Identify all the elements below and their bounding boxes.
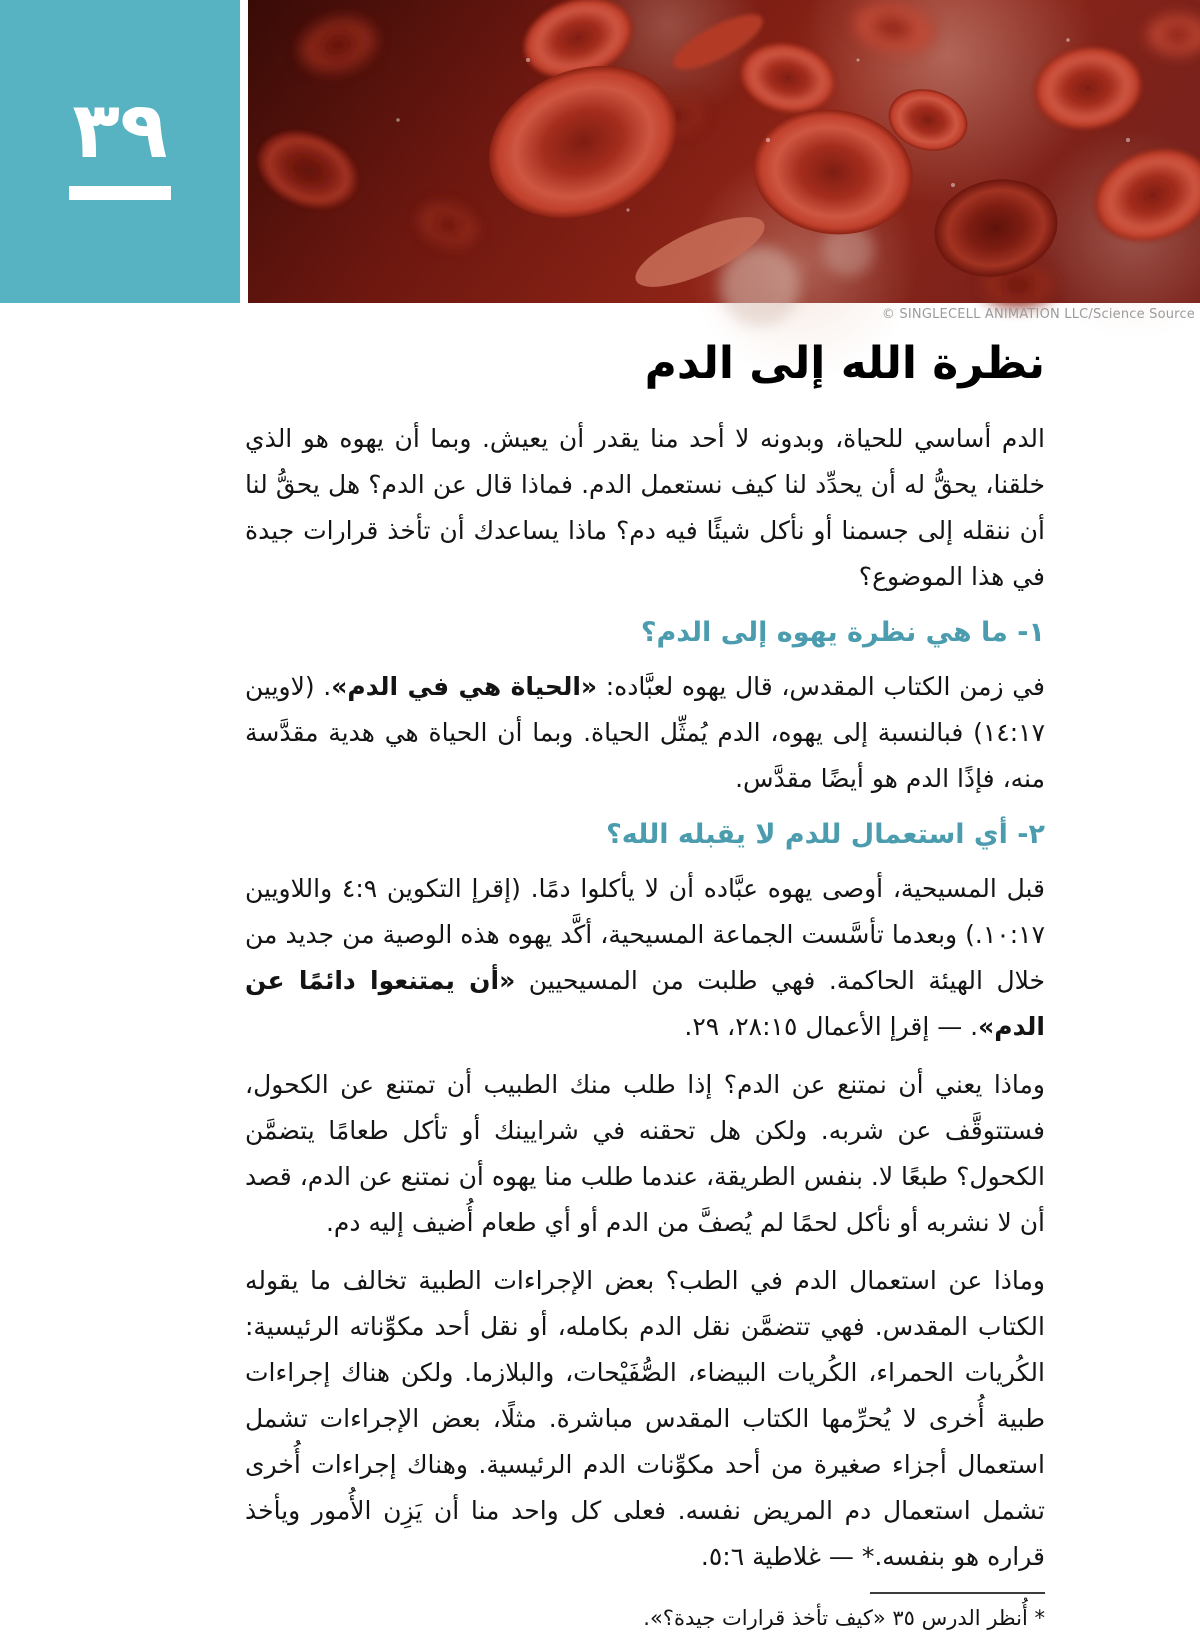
footnote: * أُنظر الدرس ٣٥ «كيف تأخذ قرارات جيدة؟». <box>643 1606 1045 1630</box>
paragraph-text: . — إقرإ الأعمال ٢٨:١٥، ٢٩. <box>684 1012 979 1041</box>
paragraph-text: في زمن الكتاب المقدس، قال يهوه لعبَّاده: <box>597 672 1046 701</box>
red-blood-cells-illustration <box>248 0 1200 303</box>
footnote-area <box>245 1592 1045 1634</box>
bold-scripture-quote: «أن يمتنعوا دائمًا عن الدم» <box>245 966 1045 1041</box>
intro-paragraph: الدم أساسي للحياة، وبدونه لا أحد منا يقدر أن يعيش. وبما أن يهوه هو الذي خلقنا، يحقُّ له أن يحدِّد لنا كيف نستعمل الدم. فماذا قال عن الدم؟ هل يحقُّ لنا أن ننقله إلى جسمنا أو نأكل شيئًا فيه دم؟ ماذا يساعدك أن تأخذ قرارات جيدة في هذا الموضوع؟ <box>245 424 1045 591</box>
bold-scripture-quote: «الحياة هي في الدم» <box>331 672 598 701</box>
article-title: نظرة الله إلى الدم <box>644 338 1045 389</box>
section-2-paragraph-2: وماذا يعني أن نمتنع عن الدم؟ إذا طلب منك الطبيب أن تمتنع عن الكحول، فستتوقَّف عن شربه. ولكن هل تحقنه في شرايينك أو تأكل طعامًا يتضمَّن الكحول؟ طبعًا لا. بنفس الطريقة، عندما طلب منا يهوه أن نمتنع عن الدم، قصد أن لا نشربه أو نأكل لحمًا لم يُصفَّ من الدم أو أي طعام أُضيف إليه دم. <box>245 1070 1045 1237</box>
section-1-paragraph <box>245 664 1045 802</box>
page-number: ٣٩ <box>72 86 168 176</box>
section-2-heading: ٢- أي استعمال للدم لا يقبله الله؟ <box>606 819 1045 850</box>
page-number-underline <box>69 186 171 200</box>
photo-credit: © SINGLECELL ANIMATION LLC/Science Source <box>881 307 1195 322</box>
article <box>245 336 1045 1634</box>
paragraph-text: قبل المسيحية، أوصى يهوه عبَّاده أن لا يأكلوا دمًا. (إقرإ التكوين ٤:٩ واللاويين ١٠:١٧.) وبعدما تأسَّست الجماعة المسيحية، أكَّد يهوه هذه الوصية من جديد من خلال الهيئة الحاكمة. فهي طلبت من المسيحيين <box>245 874 1045 995</box>
hero-image <box>248 0 1200 303</box>
footnote-rule <box>870 1592 1045 1594</box>
page-number-block <box>0 0 240 303</box>
section-2-paragraph-3: وماذا عن استعمال الدم في الطب؟ بعض الإجراءات الطبية تخالف ما يقوله الكتاب المقدس. فهي تتضمَّن نقل الدم بكامله، أو نقل أحد مكوِّناته الرئيسية: الكُريات الحمراء، الكُريات البيضاء، الصُّفَيْحات، والبلازما. ولكن هناك إجراءات طبية أُخرى لا يُحرِّمها الكتاب المقدس مباشرة. مثلًا، بعض الإجراءات تشمل استعمال أجزاء صغيرة من أحد مكوِّنات الدم الرئيسية. وهناك إجراءات أُخرى تشمل استعمال دم المريض نفسه. فعلى كل واحد منا أن يَزِن الأُمور ويأخذ قراره هو بنفسه.* — غلاطية ٥:٦. <box>245 1266 1045 1571</box>
section-2-paragraph-1 <box>245 866 1045 1050</box>
paragraph-text: . (لاويين ١٤:١٧) فبالنسبة إلى يهوه، الدم يُمثِّل الحياة. وبما أن الحياة هي هدية مقدَّسة منه، فإذًا الدم هو أيضًا مقدَّس. <box>245 672 1045 793</box>
section-1-heading: ١- ما هي نظرة يهوه إلى الدم؟ <box>640 617 1045 648</box>
